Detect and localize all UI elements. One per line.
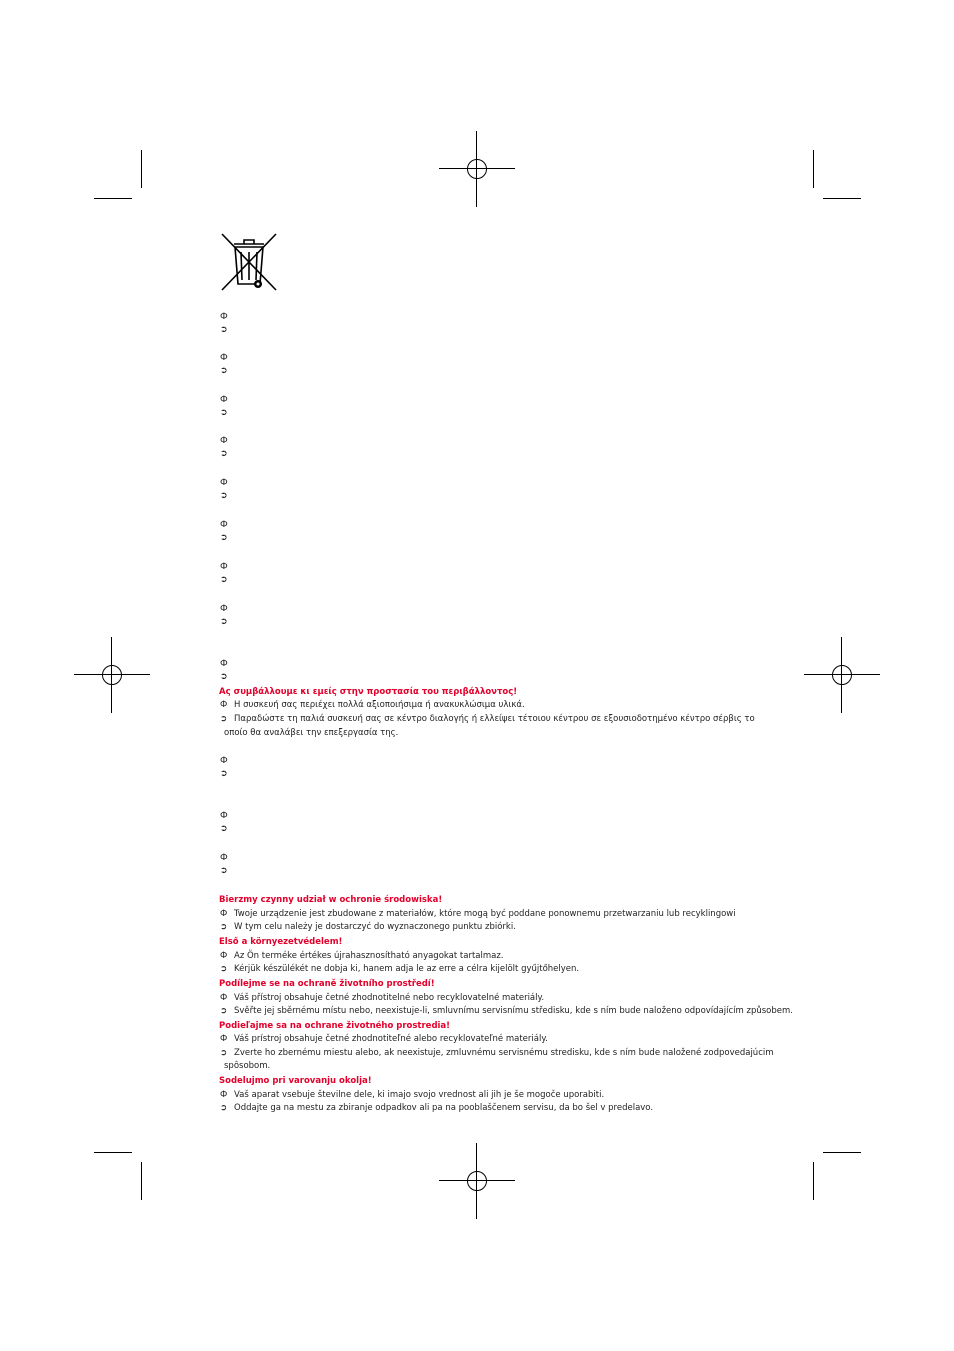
section-line-1 bbox=[220, 1090, 604, 1100]
section-line-2-continued: spôsobom. bbox=[224, 1061, 271, 1071]
registration-mark-bottom bbox=[439, 1143, 515, 1219]
crossed-out-wheelie-bin-icon bbox=[220, 232, 278, 292]
arrow-icon: ➲ bbox=[220, 366, 228, 376]
arrow-icon: ➲ bbox=[220, 672, 228, 682]
arrow-icon: ➲ bbox=[220, 866, 228, 876]
registration-mark-left bbox=[74, 637, 150, 713]
bulb-icon: Ф bbox=[220, 811, 228, 821]
crop-mark bbox=[94, 1152, 132, 1153]
crop-mark bbox=[813, 150, 814, 188]
section-line-2 bbox=[220, 714, 755, 724]
section-line-2 bbox=[220, 1048, 774, 1058]
section-line-1 bbox=[220, 951, 504, 961]
section-line-2-continued: οποίο θα αναλάβει την επεξεργασία της. bbox=[224, 728, 399, 738]
section-line-2 bbox=[220, 922, 516, 932]
arrow-icon: ➲ bbox=[220, 408, 228, 418]
bulb-icon: Ф bbox=[220, 562, 228, 572]
crop-mark bbox=[823, 1152, 861, 1153]
bulb-icon: Ф bbox=[220, 1034, 228, 1044]
section-line-1 bbox=[220, 909, 736, 919]
bulb-icon: Ф bbox=[220, 853, 228, 863]
registration-mark-top bbox=[439, 131, 515, 207]
arrow-icon: ➲ bbox=[220, 1006, 228, 1016]
line-text: Oddajte ga na mestu za zbiranje odpadkov ali pa na pooblaščenem servisu, da bo šel v predelavo. bbox=[234, 1103, 654, 1113]
bulb-icon: Ф bbox=[220, 909, 228, 919]
arrow-icon: ➲ bbox=[220, 617, 228, 627]
line-text: Twoje urządzenie jest zbudowane z materiałów, które mogą być poddane ponownemu przetwarzaniu lub recyklingowi bbox=[234, 909, 736, 919]
arrow-icon: ➲ bbox=[220, 714, 228, 724]
section-heading: Első a környezetvédelem! bbox=[219, 937, 343, 947]
section-line-2 bbox=[220, 1103, 653, 1113]
section-heading: Podieľajme sa na ochrane životného prostredia! bbox=[219, 1021, 451, 1031]
section-line-2 bbox=[220, 1006, 793, 1016]
arrow-icon: ➲ bbox=[220, 769, 228, 779]
arrow-icon: ➲ bbox=[220, 575, 228, 585]
line-text: Zverte ho zbernému miestu alebo, ak neexistuje, zmluvnému servisnému stredisku, kde s ním bude naložené zodpovedajúcim bbox=[234, 1048, 774, 1058]
arrow-icon: ➲ bbox=[220, 533, 228, 543]
registration-mark-right bbox=[804, 637, 880, 713]
section-heading: Sodelujmo pri varovanju okolja! bbox=[219, 1076, 372, 1086]
crop-mark bbox=[813, 1162, 814, 1200]
bulb-icon: Ф bbox=[220, 312, 228, 322]
arrow-icon: ➲ bbox=[220, 491, 228, 501]
bulb-icon: Ф bbox=[220, 756, 228, 766]
bulb-icon: Ф bbox=[220, 436, 228, 446]
arrow-icon: ➲ bbox=[220, 449, 228, 459]
arrow-icon: ➲ bbox=[220, 1103, 228, 1113]
bulb-icon: Ф bbox=[220, 520, 228, 530]
section-heading: Ας συμβάλλουμε κι εμείς στην προστασία του περιβάλλοντος! bbox=[219, 687, 518, 697]
bulb-icon: Ф bbox=[220, 993, 228, 1003]
bulb-icon: Ф bbox=[220, 353, 228, 363]
line-text: Az Ön terméke értékes újrahasznosítható anyagokat tartalmaz. bbox=[234, 951, 504, 961]
arrow-icon: ➲ bbox=[220, 922, 228, 932]
line-text: Váš přístroj obsahuje četné zhodnotitelné nebo recyklovatelné materiály. bbox=[234, 993, 545, 1003]
bulb-icon: Ф bbox=[220, 395, 228, 405]
arrow-icon: ➲ bbox=[220, 1048, 228, 1058]
section-heading: Podílejme se na ochraně životního prostředí! bbox=[219, 979, 435, 989]
bulb-icon: Ф bbox=[220, 700, 228, 710]
bulb-icon: Ф bbox=[220, 1090, 228, 1100]
line-text: Vaš aparat vsebuje številne dele, ki imajo svojo vrednost ali jih je še mogoče uporabiti. bbox=[234, 1090, 605, 1100]
section-heading: Bierzmy czynny udział w ochronie środowiska! bbox=[219, 895, 443, 905]
arrow-icon: ➲ bbox=[220, 964, 228, 974]
crop-mark bbox=[823, 198, 861, 199]
arrow-icon: ➲ bbox=[220, 325, 228, 335]
bulb-icon: Ф bbox=[220, 659, 228, 669]
section-line-2 bbox=[220, 964, 579, 974]
section-line-1 bbox=[220, 993, 544, 1003]
bulb-icon: Ф bbox=[220, 604, 228, 614]
bulb-icon: Ф bbox=[220, 478, 228, 488]
line-text: Παραδώστε τη παλιά συσκευή σας σε κέντρο διαλογής ή ελλείψει τέτοιου κέντρου σε εξουσιοδοτημένο κέντρο σέρβις το bbox=[234, 714, 755, 724]
crop-mark bbox=[141, 150, 142, 188]
bulb-icon: Ф bbox=[220, 951, 228, 961]
line-text: Η συσκευή σας περιέχει πολλά αξιοποιήσιμα ή ανακυκλώσιμα υλικά. bbox=[234, 700, 525, 710]
section-line-1 bbox=[220, 1034, 548, 1044]
crop-mark bbox=[141, 1162, 142, 1200]
line-text: W tym celu należy je dostarczyć do wyznaczonego punktu zbiórki. bbox=[234, 922, 516, 932]
line-text: Váš prístroj obsahuje četné zhodnotiteľné alebo recyklovateľné materiály. bbox=[234, 1034, 548, 1044]
crop-mark bbox=[94, 198, 132, 199]
line-text: Kérjük készülékét ne dobja ki, hanem adja le az erre a célra kijelölt gyűjtőhelyen. bbox=[234, 964, 580, 974]
arrow-icon: ➲ bbox=[220, 824, 228, 834]
section-line-1 bbox=[220, 700, 525, 710]
line-text: Svěřte jej sběrnému místu nebo, neexistuje-li, smluvnímu servisnímu středisku, kde s ním bude naloženo odpovídajícím způsobem. bbox=[234, 1006, 793, 1016]
